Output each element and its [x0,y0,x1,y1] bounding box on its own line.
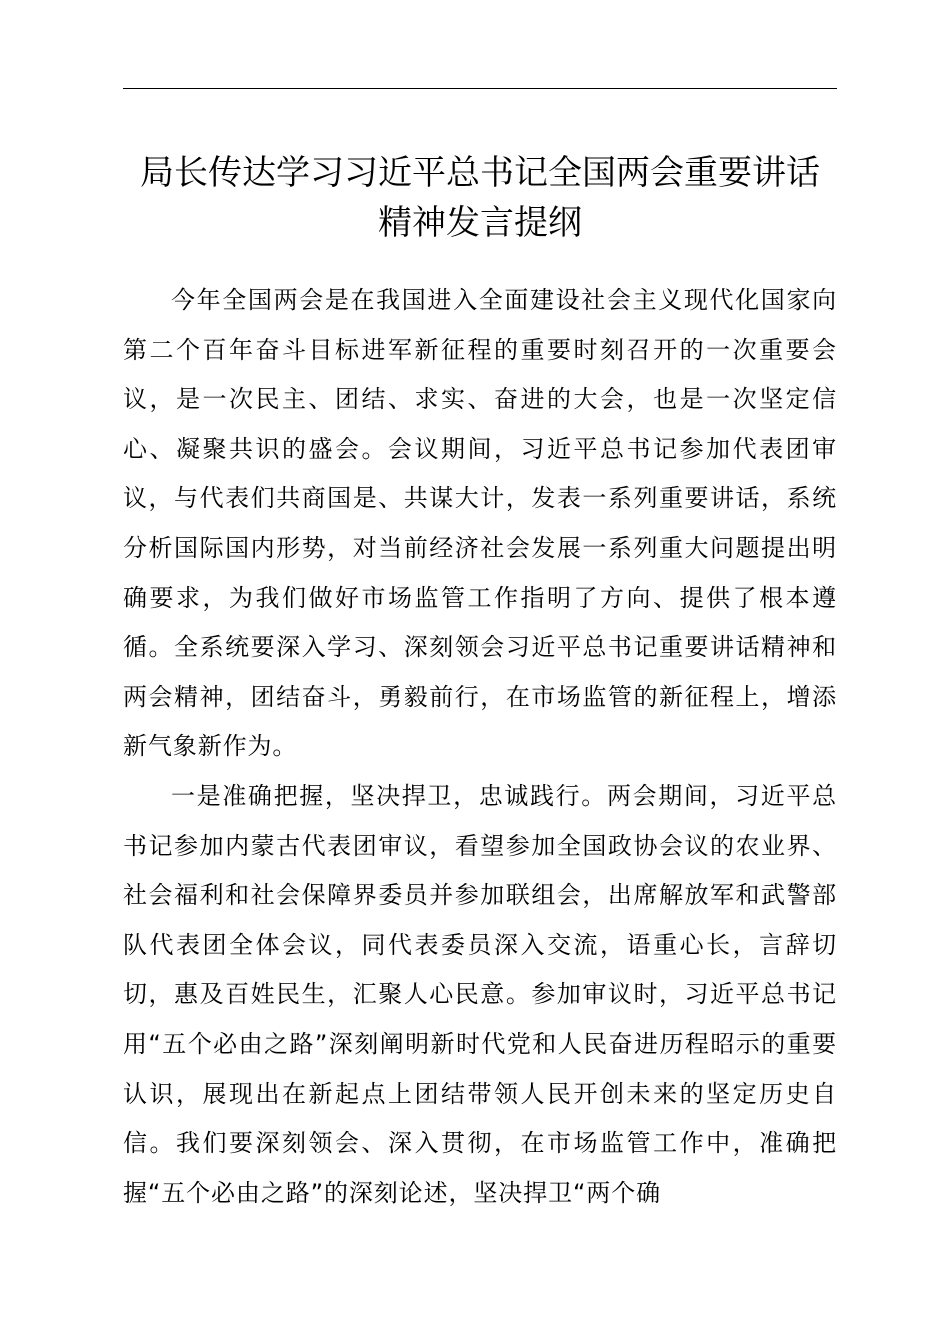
title-line-2: 精神发言提纲 [378,203,582,243]
document-title [100,148,860,248]
paragraph-2: 一是准确把握，坚决捍卫，忠诚践行。两会期间，习近平总书记参加内蒙古代表团审议，看望参加全国政协会议的农业界、社会福利和社会保障界委员并参加联组会，出席解放军和武警部队代表团全体会议，同代表委员深入交流，语重心长，言辞切切，惠及百姓民生，汇聚人心民意。参加审议时，习近平总书记用“五个必由之路”深刻阐明新时代党和人民奋进历程昭示的重要认识，展现出在新起点上团结带领人民开创未来的坚定历史自信。我们要深刻领会、深入贯彻，在市场监管工作中，准确把握“五个必由之路”的深刻论述，坚决捍卫“两个确 [123,781,837,1207]
paragraph-1: 今年全国两会是在我国进入全面建设社会主义现代化国家向第二个百年奋斗目标进军新征程的重要时刻召开的一次重要会议，是一次民主、团结、求实、奋进的大会，也是一次坚定信心、凝聚共识的盛会。会议期间，习近平总书记参加代表团审议，与代表们共商国是、共谋大计，发表一系列重要讲话，系统分析国际国内形势，对当前经济社会发展一系列重大问题提出明确要求，为我们做好市场监管工作指明了方向、提供了根本遵循。全系统要深入学习、深刻领会习近平总书记重要讲话精神和两会精神，团结奋斗，勇毅前行，在市场监管的新征程上，增添新气象新作为。 [123,286,837,761]
title-line-1: 局长传达学习习近平总书记全国两会重要讲话 [140,153,820,193]
header-rule [123,88,837,89]
document-body [123,276,837,1218]
